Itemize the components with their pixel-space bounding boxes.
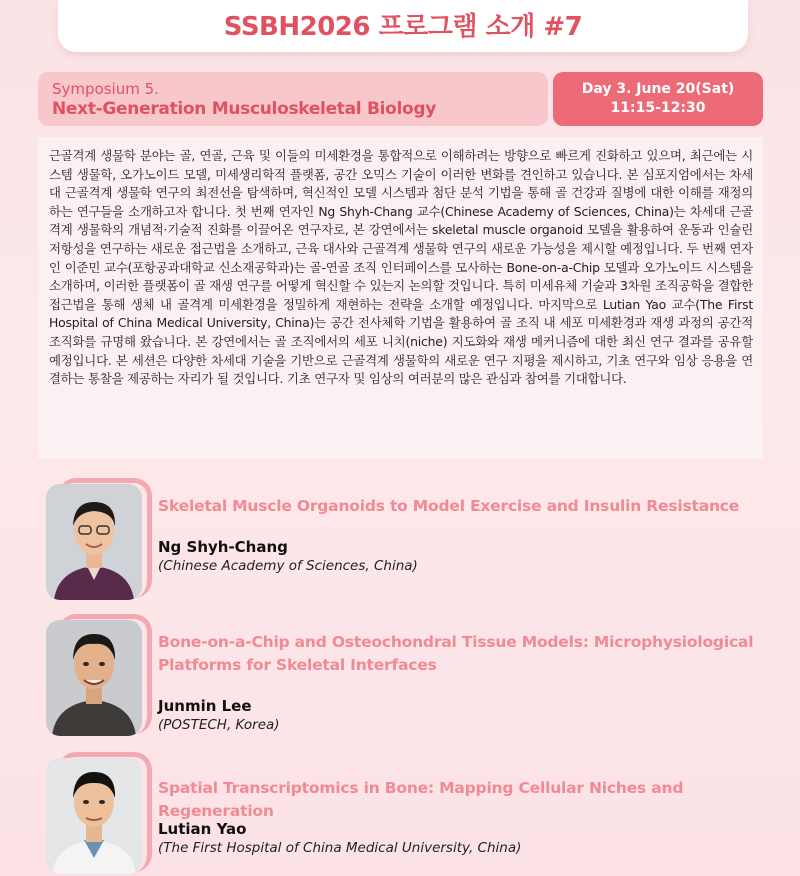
speaker-affiliation: (The First Hospital of China Medical University, China) — [158, 840, 522, 856]
talk-title: Bone-on-a-Chip and Osteochondral Tissue Models: Microphysiological Platforms for Skeletal Interfaces — [158, 633, 754, 674]
symposium-label: Symposium 5. — [52, 80, 159, 98]
symposium-box — [38, 72, 548, 126]
speaker-name: Ng Shyh-Chang — [158, 538, 288, 556]
speaker-card-2 — [0, 614, 800, 739]
speaker-photo — [46, 758, 142, 874]
speaker-affiliation: (Chinese Academy of Sciences, China) — [158, 558, 418, 574]
speaker-photo — [46, 620, 142, 736]
description-text: 근골격계 생물학 분야는 골, 연골, 근육 및 이들의 미세환경을 통합적으로 이해하려는 방향으로 빠르게 진화하고 있으며, 최근에는 시스템 생물학, 오가노이드 모델, 미세생리학적 플랫폼, 공간 오믹스 기술이 이러한 변화를 견인하고 있습니다. 본 심포지엄에서는 차세대 근골격계 생물학 연구의 최전선을 탐색하며, 혁신적인 모델 시스템과 첨단 분석 기법을 통해 골 건강과 질병에 대한 이해를 재정의하는 연구들을 소개하고자 합니다. 첫 번째 연자인 Ng Shyh-Chang 교수(Chinese Academy of Sciences, China)는 차세대 근골격계 생물학의 개념적·기술적 진화를 이끌어온 연구자로, 본 강연에서는 skeletal muscle organoid 모델을 활용하여 운동과 인슐린 저항성을 연구하는 새로운 접근법을 소개하고, 근육 대사와 근골격계 생물학 연구의 새로운 가능성을 제시할 예정입니다. 두 번째 연자인 이준민 교수(포항공과대학교 신소재공학과)는 골-연골 조직 인터페이스를 모사하는 Bone-on-a-Chip 모델과 오가노이드 시스템을 소개하며, 이러한 플랫폼이 골 재생 연구를 어떻게 혁신할 수 있는지 논의할 것입니다. 특히 미세유체 기술과 3차원 조직공학을 결합한 접근법을 통해 생체 내 골격계 미세환경을 정밀하게 재현하는 전략을 소개할 예정입니다. 마지막으로 Lutian Yao 교수(The First Hospital of China Medical University, China)는 공간 전사체학 기법을 활용하여 골 조직 내 세포 미세환경과 재생 과정의 공간적 조직화를 규명해 왔습니다. 본 강연에서는 골 조직에서의 세포 니치(niche) 지도화와 재생 메커니즘에 대한 최신 연구 결과를 공유할 예정입니다. 본 세션은 다양한 차세대 기술을 기반으로 근골격계 생물학의 새로운 연구 지평을 제시하고, 기초 연구와 임상 응용을 연결하는 통찰을 제공하는 자리가 될 것입니다. 기초 연구자 및 임상의 여러분의 많은 관심과 참여를 기대합니다. — [49, 148, 753, 387]
speaker-name: Junmin Lee — [158, 697, 252, 715]
speaker-card-3 — [0, 752, 800, 876]
session-time-box — [553, 72, 763, 126]
session-day: Day 3. June 20(Sat) — [581, 81, 735, 97]
session-time: 11:15-12:30 — [610, 100, 706, 116]
speaker-name: Lutian Yao — [158, 820, 247, 838]
symposium-title: Next-Generation Musculoskeletal Biology — [52, 99, 437, 119]
talk-title: Spatial Transcriptomics in Bone: Mapping Cellular Niches and Regeneration — [158, 779, 684, 820]
talk-title: Skeletal Muscle Organoids to Model Exercise and Insulin Resistance — [158, 497, 740, 515]
title-banner — [58, 0, 748, 52]
speaker-affiliation: (POSTECH, Korea) — [158, 717, 280, 733]
description-box — [38, 137, 763, 459]
page-title: SSBH2026 프로그램 소개 #7 — [223, 11, 583, 42]
speaker-photo — [46, 484, 142, 600]
speaker-card-1 — [0, 478, 800, 603]
